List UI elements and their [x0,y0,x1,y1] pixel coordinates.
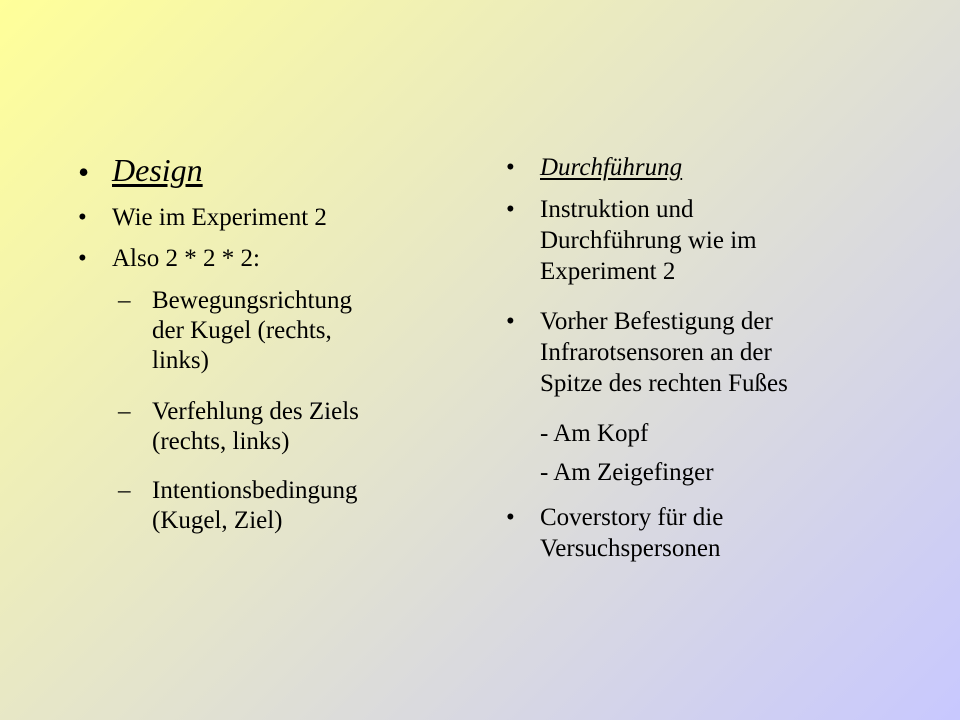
right-bullet-line: Coverstory für die [540,504,724,531]
right-plain-text: - Am Kopf [540,420,649,447]
right-bullet-line: Vorher Befestigung der [540,308,773,335]
left-subitem-line: Verfehlung des Ziels [152,398,359,425]
right-bullet-line: Spitze des rechten Fußes [540,370,788,397]
left-subitem-line: (rechts, links) [152,428,290,455]
right-bullet-line: Instruktion und [540,196,694,223]
left-subitem-line: (Kugel, Ziel) [152,507,283,534]
right-plain-text: - Am Zeigefinger [540,459,714,486]
left-subitem-line: links) [152,347,209,374]
right-bullet-line: Experiment 2 [540,258,676,285]
right-bullet-line: Infrarotsensoren an der [540,339,772,366]
left-bullet-text: Wie im Experiment 2 [112,204,327,231]
left-heading: Design [112,152,203,188]
dash: – [118,477,131,504]
bullet: • [78,245,87,272]
left-subitem-line: Intentionsbedingung [152,477,358,504]
dash: – [118,287,131,314]
bullet: • [78,154,90,190]
right-heading: Durchführung [540,154,683,181]
bullet: • [506,154,515,181]
bullet: • [506,504,515,531]
left-subitem-line: der Kugel (rechts, [152,317,332,344]
left-subitem-line: Bewegungsrichtung [152,287,352,314]
bullet: • [506,196,515,223]
dash: – [118,398,131,425]
right-bullet-line: Durchführung wie im [540,227,757,254]
bullet: • [506,308,515,335]
bullet: • [78,204,87,231]
right-bullet-line: Versuchspersonen [540,535,721,562]
left-bullet-text: Also 2 * 2 * 2: [112,245,260,272]
